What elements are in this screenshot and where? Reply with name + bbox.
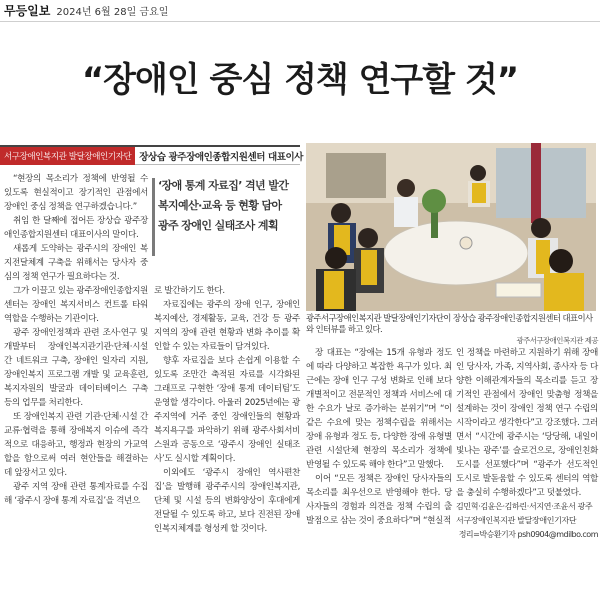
- subheadline-3: 광주 장애인 실태조사 계획: [158, 219, 278, 232]
- body-column-4: [456, 346, 598, 542]
- reporter-group-tag: 서구장애인복지관 발달장애인기자단: [0, 147, 135, 165]
- subheadline-2: 복지예산·교육 등 현황 담아: [158, 199, 282, 212]
- body-column-1: [4, 172, 148, 508]
- paragraph: 이외에도 ‘광주시 장애인 역사편찬집’을 발행해 광주주시의 장애인복지관, 단체 및 시설 등의 변화양상이 후대에게 전달될 수 있도록 하고, 보다 진전된 장애인복지체계를 형성케 할 것이다.: [154, 468, 300, 534]
- photo-caption-text: 광주서구장애인복지관 발달장애인기자단이 장상습 광주장애인종합지원센터 대표이사와 인터뷰를 하고 있다.: [306, 313, 593, 334]
- paragraph: “현장의 목소리가 정책에 반영될 수 있도록 현실적이고 장기적인 관점에서 장애인 중심 정책을 연구하겠습니다.”: [4, 174, 148, 212]
- byline-bar: [0, 145, 304, 165]
- paragraph: 향후 자료집을 보다 손쉽게 이용할 수 있도록 조만간 축적된 자료를 시각화된 그래프로 구현한 ‘장애 통계 데이터팀’도 운영할 생각이다. 아울러 2025년에는 광주지역에 거주 중인 장애인들의 현황과 복지욕구를 파악하기 위해 광주사회서비스원과 공동으로 ‘광주시 장애인 실태조사’도 실시할 계획이다.: [154, 356, 300, 464]
- subheadline-bar: [152, 178, 155, 256]
- paragraph: 로 발간하기도 한다.: [154, 286, 225, 296]
- paragraph: 인 정책을 마련하고 지원하기 위해 장애인 당사자, 가족, 지역사회, 종사자 등 다양한 이해관계자들의 목소리를 듣고 장기적인 관점에서 장애인 맞춤형 정책을 설계하는 것이 장애인 정책 연구 수립의 시작이라고 생각한다”고 강조했다. 그러면서 “시간에 광주시는 ‘당당해, 내일이 빛나는 광주’를 슬로건으로, 장애인친화도시를 선포했다”며 “광주가 선도적인 도시로 발돋움할 수 있도록 센터의 역할을 충실히 수행하겠다”고 덧붙였다.: [456, 348, 598, 498]
- paragraph: 광주 장애인정책과 관련 조사·연구 및 개발부터 장애인복지관기관·단체·시설 간 네트워크 구축, 장애인 일자리 지원, 장애인복지 프로그램 개발 및 교육훈련, 복지자원의 발굴과 데이터베이스 구축 등의 업무를 처리한다.: [4, 328, 148, 408]
- article-headline: “장애인 중심 정책 연구할 것”: [81, 60, 519, 100]
- editor-contact: 정리=박승환기자 psh0904@mdilbo.com: [458, 530, 598, 539]
- interviewee-name: 장상습 광주장애인종합지원센터 대표이사: [139, 151, 304, 163]
- paragraph: 새롭게 도약하는 광주시의 장애인 복지전달체계 구축을 위해서는 당사자 중심의 정책 연구가 필요하다는 것.: [4, 244, 148, 282]
- subheadline-1: ‘장애 통계 자료집’ 격년 발간: [158, 179, 289, 192]
- subheadline-box: [152, 170, 298, 236]
- issue-date: 2024년 6월 28일 금요일: [56, 7, 169, 18]
- body-column-2: [154, 284, 300, 536]
- photo-credit: 광주서구장애인복지관 제공: [516, 336, 598, 345]
- paragraph: 또 장애인복지 관련 기관·단체·시설 간 교류·협력을 통해 장애복지 이슈에 즉각적으로 대응하고, 행정과 현장의 가교역할을 함으로써 여러 현안들을 해결하는 데 앞장서고 있다.: [4, 412, 148, 478]
- body-column-3: [306, 346, 452, 528]
- reporters-credit: 김민혁·김윤은·김하린·서지연·조윤서 광주서구장애인복지관 발달장애인기자단: [456, 502, 593, 525]
- newspaper-name: 무등일보: [4, 4, 51, 18]
- interview-photo-illustration: [306, 143, 596, 311]
- masthead: [0, 0, 600, 22]
- paragraph: 이어 “모든 정책은 장애인 당사자들의 목소리를 최우선으로 반영해야 한다. 당사자들의 경험과 의견을 정책 수립의 출발점으로 삼는 것이 중요하다”며 “현실적: [306, 474, 452, 526]
- paragraph: 광주 지역 장애 관련 통계자료를 수집해 ‘광주시 장애 통계 자료집’을 격년으: [4, 482, 148, 506]
- paragraph: 그가 이끌고 있는 광주장애인종합지원센터는 장애인 복지서비스 컨트롤 타워 역할을 수행하는 기관이다.: [4, 286, 148, 324]
- interview-photo: [306, 143, 596, 311]
- paragraph: 취임 한 달째에 접어든 장상습 광주장애인종합지원센터 대표이사의 말이다.: [4, 216, 148, 240]
- paragraph: 자료집에는 광주의 장애 인구, 장애인 복지예산, 경제활동, 교육, 건강 등 광주 지역의 장애 관련 현황과 변화 추이를 확인할 수 있는 자료들이 담겨있다.: [154, 300, 300, 352]
- photo-caption: [306, 313, 598, 346]
- paragraph: 장 대표는 “장애는 15개 유형과 정도에 따라 다양하고 복잡한 욕구가 있다. 최근에는 장애 인구 구성 변화로 인해 보다 개별적이고 전문적인 정책과 서비스에 대한 수요가 날로 증가하는 분위기”며 “이 같은 수요에 맞는 정책수립을 위해서는 장애 유형과 정도 등, 다양한 장애 유형별 관련 시설단체 현장의 목소리가 정책에 반영될 수 있도록 해야 한다”고 말했다.: [306, 348, 452, 470]
